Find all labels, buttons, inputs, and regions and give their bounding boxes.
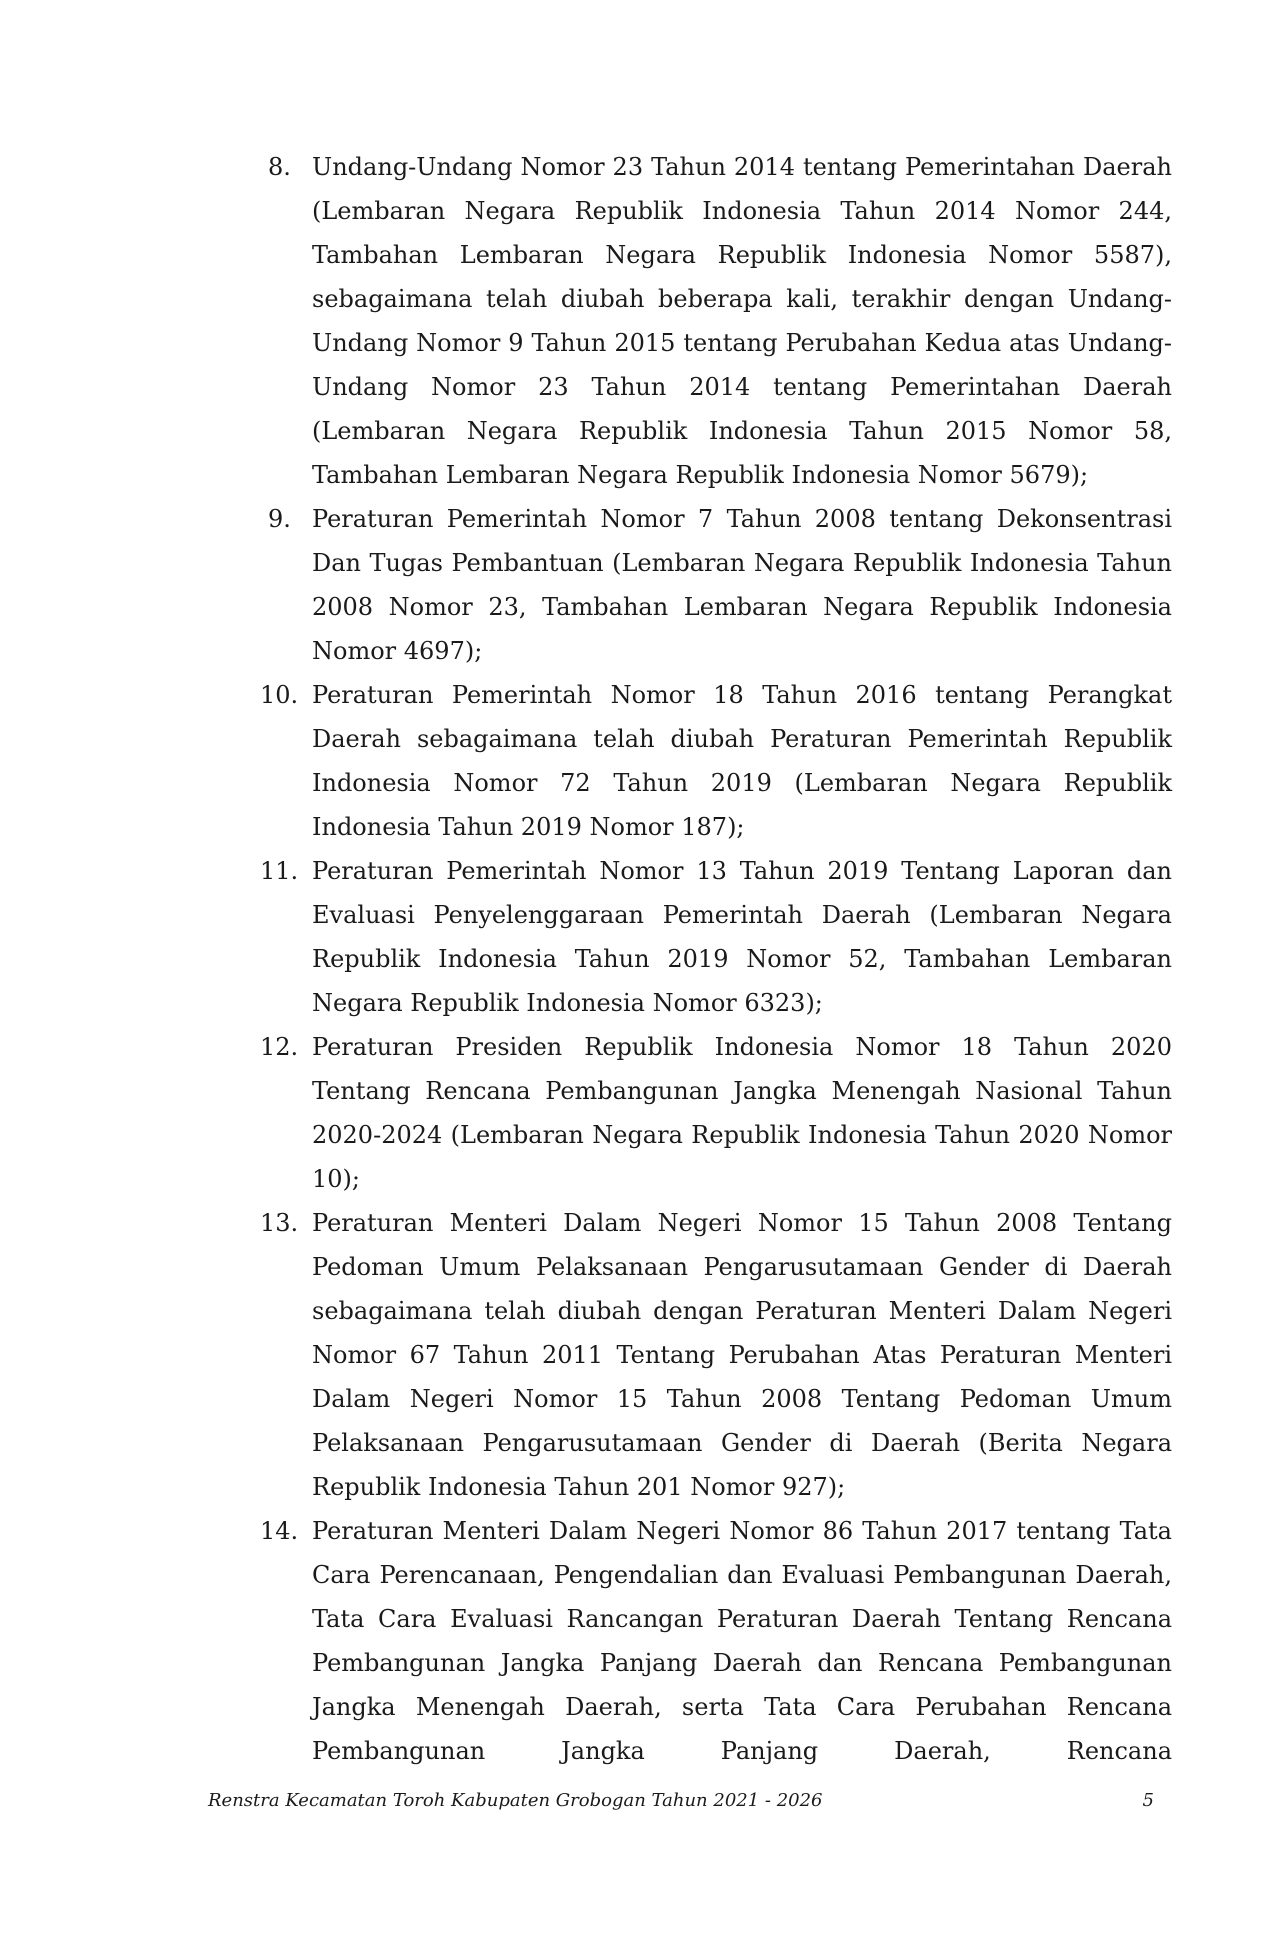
list-item-number: 9. (268, 505, 291, 533)
list-item-text: Peraturan Presiden Republik Indonesia Nomor 18 Tahun 2020 Tentang Rencana Pembangunan Jangka Menengah Nasional Tahun 2020-2024 (Lembaran Negara Republik Indonesia Tahun 2020 Nomor 10); (312, 1033, 1172, 1193)
list-item (260, 1025, 1172, 1201)
page-number: 5 (1142, 1790, 1154, 1811)
list-item-number: 10. (260, 681, 299, 709)
list-item (260, 673, 1172, 849)
list-item-text: Peraturan Menteri Dalam Negeri Nomor 15 Tahun 2008 Tentang Pedoman Umum Pelaksanaan Pengarusutamaan Gender di Daerah sebagaimana telah diubah dengan Peraturan Menteri Dalam Negeri Nomor 67 Tahun 2011 Tentang Perubahan Atas Peraturan Menteri Dalam Negeri Nomor 15 Tahun 2008 Tentang Pedoman Umum Pelaksanaan Pengarusutamaan Gender di Daerah (Berita Negara Republik Indonesia Tahun 201 Nomor 927); (312, 1209, 1172, 1501)
list-item (260, 849, 1172, 1025)
list-item-number: 8. (268, 153, 291, 181)
list-item-number: 12. (260, 1033, 299, 1061)
list-item-text: Peraturan Pemerintah Nomor 18 Tahun 2016 tentang Perangkat Daerah sebagaimana telah diubah Peraturan Pemerintah Republik Indonesia Nomor 72 Tahun 2019 (Lembaran Negara Republik Indonesia Tahun 2019 Nomor 187); (312, 681, 1172, 841)
list-item-text: Peraturan Pemerintah Nomor 7 Tahun 2008 tentang Dekonsentrasi Dan Tugas Pembantuan (Lembaran Negara Republik Indonesia Tahun 2008 Nomor 23, Tambahan Lembaran Negara Republik Indonesia Nomor 4697); (312, 505, 1172, 665)
list-item (260, 497, 1172, 673)
list-item-number: 14. (260, 1517, 299, 1545)
list-item (260, 145, 1172, 497)
list-item-text: Undang-Undang Nomor 23 Tahun 2014 tentang Pemerintahan Daerah (Lembaran Negara Republik Indonesia Tahun 2014 Nomor 244, Tambahan Lembaran Negara Republik Indonesia Nomor 5587), sebagaimana telah diubah beberapa kali, terakhir dengan Undang-Undang Nomor 9 Tahun 2015 tentang Perubahan Kedua atas Undang-Undang Nomor 23 Tahun 2014 tentang Pemerintahan Daerah (Lembaran Negara Republik Indonesia Tahun 2015 Nomor 58, Tambahan Lembaran Negara Republik Indonesia Nomor 5679); (312, 153, 1172, 489)
list-item (260, 1509, 1172, 1773)
list-item-text: Peraturan Menteri Dalam Negeri Nomor 86 Tahun 2017 tentang Tata Cara Perencanaan, Pengendalian dan Evaluasi Pembangunan Daerah, Tata Cara Evaluasi Rancangan Peraturan Daerah Tentang Rencana Pembangunan Jangka Panjang Daerah dan Rencana Pembangunan Jangka Menengah Daerah, serta Tata Cara Perubahan Rencana Pembangunan Jangka Panjang Daerah, Rencana (312, 1517, 1172, 1765)
legal-basis-list (260, 145, 1172, 1773)
list-item-text: Peraturan Pemerintah Nomor 13 Tahun 2019 Tentang Laporan dan Evaluasi Penyelenggaraan Pemerintah Daerah (Lembaran Negara Republik Indonesia Tahun 2019 Nomor 52, Tambahan Lembaran Negara Republik Indonesia Nomor 6323); (312, 857, 1172, 1017)
list-item-number: 13. (260, 1209, 299, 1237)
list-item-number: 11. (260, 857, 299, 885)
footer-document-title: Renstra Kecamatan Toroh Kabupaten Grobogan Tahun 2021 - 2026 (208, 1790, 823, 1811)
list-item (260, 1201, 1172, 1509)
